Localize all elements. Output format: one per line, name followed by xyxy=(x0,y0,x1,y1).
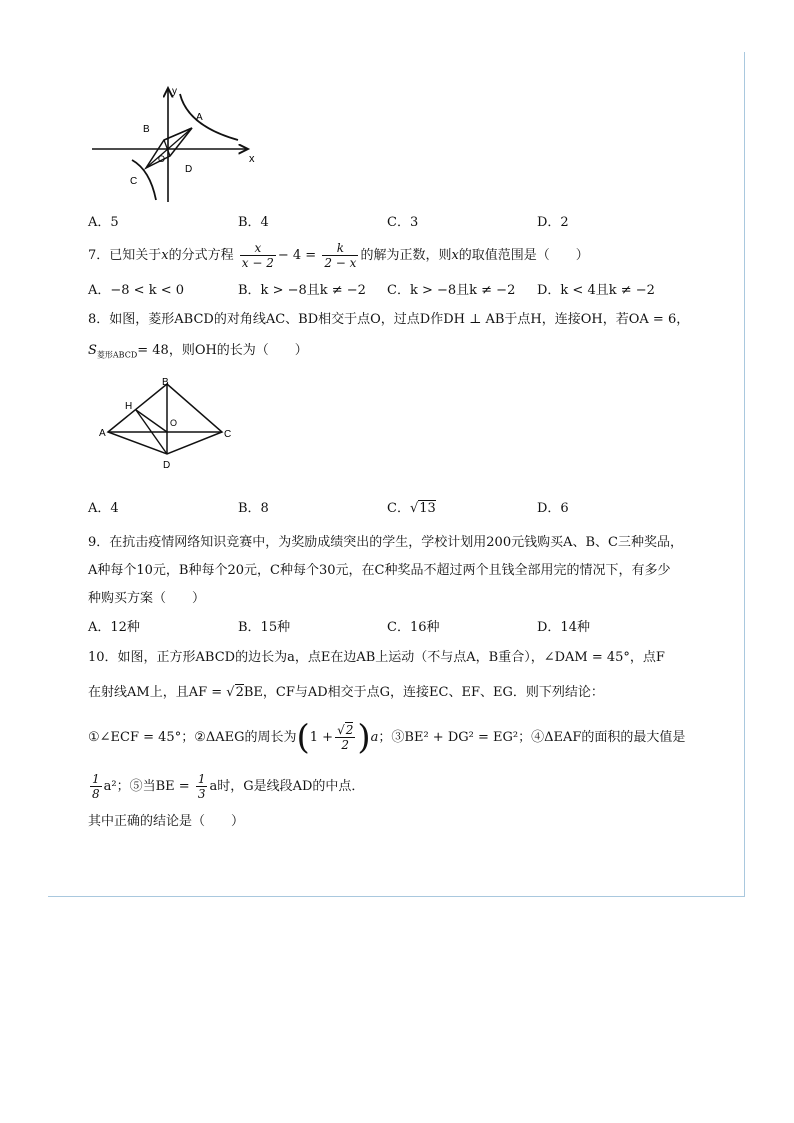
q8-option-b[interactable]: B．8 xyxy=(238,501,269,516)
q7-stem xyxy=(88,240,589,272)
q10-conclusion-3-4: ；③BE² + DG² = EG²；④ΔEAF的面积的最大值是 xyxy=(378,730,686,745)
q9-options xyxy=(88,618,728,638)
q7-suffix1: 的解为正数，则 xyxy=(360,248,452,263)
q10-frac-num: √2 xyxy=(337,723,354,737)
fig6-label-C: C xyxy=(130,176,138,187)
q8-option-c-root: 13 xyxy=(419,501,436,516)
q8-area-s: S xyxy=(88,343,97,358)
q6-option-d[interactable]: D．2 xyxy=(537,215,569,230)
q7-option-d[interactable]: D．k < 4且k ≠ −2 xyxy=(537,283,655,298)
q10-conclusion-1-2: ①∠ECF = 45°；②ΔAEG的周长为 xyxy=(88,730,297,745)
q10-frac-1-8 xyxy=(90,772,102,801)
q7-frac1-den: x − 2 xyxy=(241,256,274,270)
fig8-label-C: C xyxy=(224,429,232,440)
fig8-label-B: B xyxy=(162,377,169,388)
q10-var-a: a xyxy=(370,730,379,745)
q9-option-d[interactable]: D．14种 xyxy=(537,620,590,635)
q10-line4-mid: a²；⑤当BE = xyxy=(103,779,194,794)
q8-area-sub: 菱形ABCD xyxy=(96,350,138,360)
q9-line1: 9．在抗击疫情网络知识竞赛中，为奖励成绩突出的学生，学校计划用200元钱购买A、B、C三种奖品， xyxy=(88,535,683,550)
q10-frac-1-8-den: 8 xyxy=(92,787,100,801)
q10-conclusions-line xyxy=(88,718,685,758)
q7-fraction-2 xyxy=(322,241,358,270)
q6-option-a[interactable]: A．5 xyxy=(88,215,119,230)
q7-options xyxy=(88,281,728,301)
fig6-label-D: D xyxy=(185,164,193,175)
q8-option-c[interactable]: C．√13 xyxy=(387,501,436,516)
q7-option-a[interactable]: A．−8 < k < 0 xyxy=(88,283,185,298)
q9-option-c[interactable]: C．16种 xyxy=(387,620,440,635)
frame-bottom-border xyxy=(48,896,745,897)
q10-line2-root: 2 xyxy=(235,685,244,700)
q8-line1: 8．如图，菱形ABCD的对角线AC、BD相交于点O，过点D作DH ⊥ AB于点H，连接OH，若OA = 6， xyxy=(88,312,690,327)
q9-option-a[interactable]: A．12种 xyxy=(88,620,140,635)
q8-option-a[interactable]: A．4 xyxy=(88,501,119,516)
q8-line2 xyxy=(88,341,308,366)
q7-fraction-1 xyxy=(240,241,276,270)
q10-frac-1-3-num: 1 xyxy=(197,772,206,786)
q10-line4 xyxy=(88,770,364,804)
q7-frac1-num: x xyxy=(240,241,276,256)
q7-suffix2: 的取值范围是（ ） xyxy=(458,248,589,263)
q10-line2: 在射线AM上，且AF = √2BE，CF与AD相交于点G，连接EC、EF、EG．则下列结论： xyxy=(88,685,604,700)
q7-frac2-den: 2 − x xyxy=(324,256,357,270)
q8-figure xyxy=(96,374,238,484)
frame-right-border xyxy=(744,52,745,897)
q8-line2-text: = 48，则OH的长为（ ） xyxy=(137,343,308,358)
q10-line2b: BE，CF与AD相交于点G，连接EC、EF、EG．则下列结论： xyxy=(243,685,604,700)
q7-var-x2: x xyxy=(451,248,459,263)
q8-options xyxy=(88,499,728,519)
q6-option-b[interactable]: B．4 xyxy=(238,215,269,230)
q10-frac-1-3 xyxy=(196,772,208,801)
q10-line5: 其中正确的结论是（ ） xyxy=(88,814,245,829)
fig8-label-D: D xyxy=(163,460,171,471)
q8-option-c-label: C． xyxy=(387,501,410,516)
q7-frac2-num: k xyxy=(322,241,358,256)
q10-frac-root: 2 xyxy=(345,723,354,737)
q10-paren-right: ) xyxy=(357,717,371,758)
q7-text-mid: 的分式方程 xyxy=(168,248,234,263)
q7-option-c[interactable]: C．k > −8且k ≠ −2 xyxy=(387,283,516,298)
q10-frac-1-3-den: 3 xyxy=(197,787,206,801)
q10-line2a: 在射线AM上，且AF = xyxy=(88,685,227,700)
q6-option-c[interactable]: C．3 xyxy=(387,215,419,230)
q10-frac-den: 2 xyxy=(341,738,350,752)
q9-option-b[interactable]: B．15种 xyxy=(238,620,291,635)
q7-var-x: x xyxy=(161,248,169,263)
q9-line2: A种每个10元，B种每个20元，C种每个30元，在C种奖品不超过两个且钱全部用完的情况下，有多少 xyxy=(88,563,671,578)
q8-option-d[interactable]: D．6 xyxy=(537,501,569,516)
q10-line4-rest: a时，G是线段AD的中点． xyxy=(209,779,365,794)
q9-line3: 种购买方案（ ） xyxy=(88,591,206,606)
q10-paren-left: ( xyxy=(296,717,310,758)
fig6-label-y: y xyxy=(172,86,177,97)
q7-text: 7．已知关于 xyxy=(88,248,162,263)
q6-options xyxy=(88,213,728,233)
fig6-label-O: O xyxy=(158,154,166,164)
q10-sqrt2-over-2 xyxy=(335,723,355,752)
fig8-label-H: H xyxy=(125,401,133,412)
q7-option-b[interactable]: B．k > −8且k ≠ −2 xyxy=(238,283,366,298)
fig6-label-A: A xyxy=(196,112,203,123)
fig8-label-A: A xyxy=(99,428,106,439)
q10-line1: 10．如图，正方形ABCD的边长为a，点E在边AB上运动（不与点A，B重合），∠DAM = 45°，点F xyxy=(88,650,665,665)
q10-paren-one: 1 + xyxy=(309,730,334,745)
fig6-label-x: x xyxy=(249,153,255,165)
q6-figure xyxy=(88,82,260,208)
q7-minus4: − 4 = xyxy=(277,248,317,263)
q10-frac-1-8-num: 1 xyxy=(92,772,100,786)
fig6-label-B: B xyxy=(143,124,150,135)
fig8-label-O: O xyxy=(170,418,178,428)
